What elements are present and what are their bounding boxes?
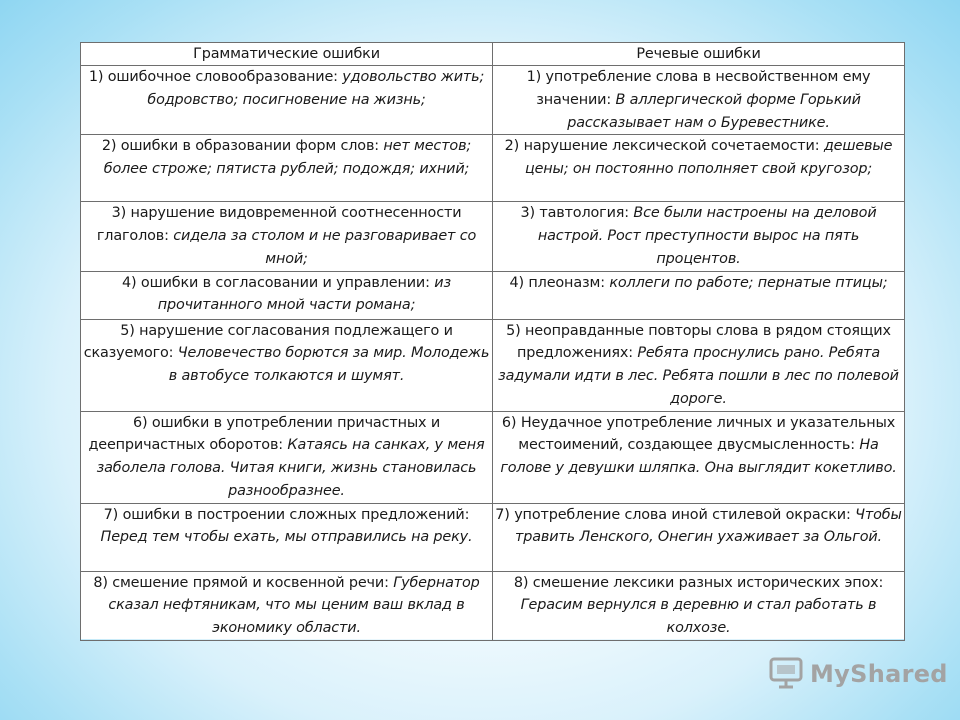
error-example: дешевые цены; он постоянно пополняет свой кругозор; bbox=[524, 138, 893, 177]
error-type: 6) Неудачное употребление личных и указательных местоимений, создающее двусмысленность: bbox=[501, 414, 896, 454]
error-type: 3) тавтология: bbox=[520, 205, 634, 222]
error-example: из прочитанного мной части романа; bbox=[157, 274, 451, 314]
grammar-cell bbox=[81, 503, 493, 571]
table-row bbox=[81, 202, 905, 271]
table-row bbox=[81, 319, 905, 411]
grammar-cell bbox=[81, 571, 493, 640]
header-speech-errors: Речевые ошибки bbox=[493, 43, 905, 66]
grammar-cell bbox=[81, 271, 493, 319]
error-type: 8) смешение лексики разных исторических эпох: bbox=[513, 574, 884, 591]
speech-cell bbox=[493, 135, 905, 202]
error-type: 6) ошибки в употреблении причастных и деепричастных оборотов: bbox=[88, 414, 441, 454]
header-grammar-errors: Грамматические ошибки bbox=[81, 43, 493, 66]
table-row bbox=[81, 411, 905, 503]
error-example: удовольство жить; бодровство; посигновение на жизнь; bbox=[147, 69, 485, 108]
error-example: Губернатор сказал нефтяникам, что мы ценим ваш вклад в экономику области. bbox=[108, 574, 480, 636]
table-row bbox=[81, 571, 905, 640]
grammar-cell bbox=[81, 319, 493, 411]
error-example: Чтобы травить Ленского, Онегин ухаживает за Ольгой. bbox=[515, 506, 902, 546]
error-example: Перед тем чтобы ехать, мы отправились на реку. bbox=[100, 529, 473, 546]
error-type: 2) нарушение лексической сочетаемости: bbox=[504, 138, 824, 155]
table-row bbox=[81, 135, 905, 202]
table-row bbox=[81, 271, 905, 319]
myshared-watermark bbox=[768, 655, 948, 693]
error-example: Ребята проснулись рано. Ребята задумали идти в лес. Ребята пошли в лес по полевой дороге. bbox=[498, 345, 899, 407]
error-example: сидела за столом и не разговаривает со мной; bbox=[173, 228, 477, 267]
error-example: На голове у девушки шляпка. Она выглядит кокетливо. bbox=[500, 437, 897, 476]
error-example: В аллергической форме Горький рассказывает нам о Буревестнике. bbox=[567, 91, 861, 131]
table-row bbox=[81, 503, 905, 571]
error-type: 3) нарушение видовременной соотнесенности глаголов: bbox=[96, 205, 462, 244]
watermark-brand: MyShared bbox=[810, 660, 948, 688]
table-header-row bbox=[81, 43, 905, 66]
error-example: Катаясь на санках, у меня заболела голова. Читая книги, жизнь становилась разнообразнее. bbox=[96, 437, 485, 499]
speech-cell bbox=[493, 319, 905, 411]
presentation-icon bbox=[768, 655, 804, 693]
error-example: Человечество борются за мир. Молодежь в автобусе толкаются и шумят. bbox=[168, 345, 490, 384]
speech-cell bbox=[493, 411, 905, 503]
document-sheet bbox=[80, 42, 904, 639]
error-type: 7) употребление слова иной стилевой окраски: bbox=[495, 506, 856, 523]
grammar-cell bbox=[81, 202, 493, 271]
errors-table bbox=[80, 42, 905, 641]
error-type: 5) нарушение согласования подлежащего и сказуемого: bbox=[83, 322, 453, 362]
speech-cell bbox=[493, 202, 905, 271]
error-example: нет местов; более строже; пятиста рублей; подождя; ихний; bbox=[103, 138, 472, 177]
error-example: коллеги по работе; пернатые птицы; bbox=[609, 274, 888, 291]
error-type: 2) ошибки в образовании форм слов: bbox=[101, 138, 384, 155]
error-type: 4) ошибки в согласовании и управлении: bbox=[122, 274, 435, 291]
error-type: 5) неоправданные повторы слова в рядом стоящих предложениях: bbox=[506, 322, 891, 362]
error-type: 1) употребление слова в несвойственном ему значении: bbox=[526, 69, 871, 108]
speech-cell bbox=[493, 571, 905, 640]
grammar-cell bbox=[81, 135, 493, 202]
error-example: Все были настроены на деловой настрой. Рост преступности вырос на пять процентов. bbox=[537, 205, 877, 267]
error-example: Герасим вернулся в деревню и стал работать в колхозе. bbox=[520, 597, 877, 636]
speech-cell bbox=[493, 503, 905, 571]
error-type: 1) ошибочное словообразование: bbox=[88, 69, 343, 85]
error-type: 8) смешение прямой и косвенной речи: bbox=[93, 574, 394, 591]
table-row bbox=[81, 66, 905, 135]
grammar-cell bbox=[81, 66, 493, 135]
error-type: 4) плеоназм: bbox=[509, 274, 610, 291]
grammar-cell bbox=[81, 411, 493, 503]
speech-cell bbox=[493, 66, 905, 135]
error-type: 7) ошибки в построении сложных предложений: bbox=[103, 506, 470, 523]
speech-cell bbox=[493, 271, 905, 319]
